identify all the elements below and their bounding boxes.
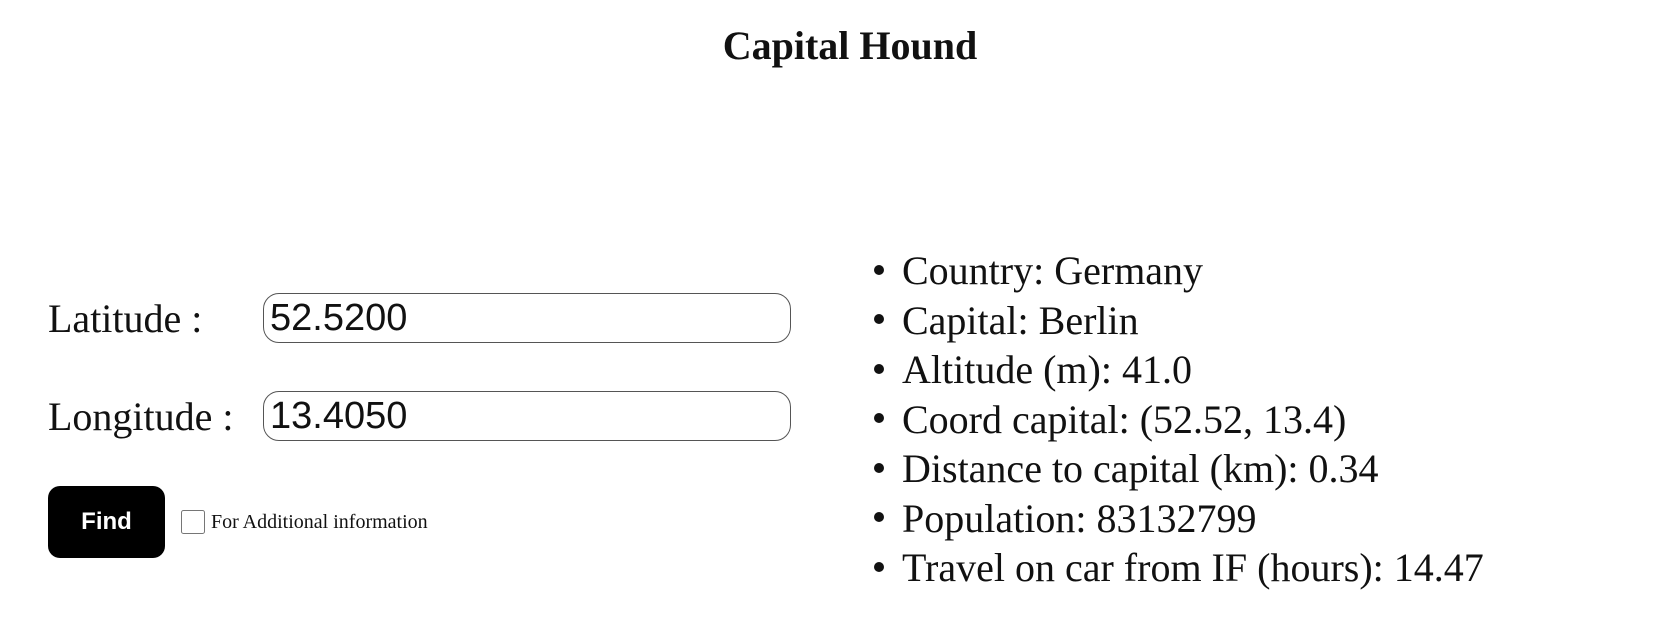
longitude-input[interactable] [263,391,791,441]
result-item-distance [874,444,1484,494]
longitude-row [48,388,808,444]
bullet-icon [874,265,884,275]
form-actions [48,486,808,558]
additional-info-checkbox[interactable] [181,510,205,534]
result-text: Capital: Berlin [902,297,1139,343]
result-text: Population: 83132799 [902,495,1257,541]
additional-info-label[interactable]: For Additional information [211,510,428,533]
result-text: Distance to capital (km): 0.34 [902,446,1379,491]
bullet-icon [874,413,884,423]
bullet-icon [874,314,884,324]
result-text: Coord capital: (52.52, 13.4) [902,396,1347,442]
latitude-row [48,290,808,346]
bullet-icon [874,562,884,572]
page-title: Capital Hound [722,23,978,68]
result-item-coord-capital [874,395,1484,445]
latitude-label: Latitude : [48,295,203,341]
longitude-label: Longitude : [48,393,234,439]
result-item-altitude [874,345,1484,395]
bullet-icon [874,512,884,522]
bullet-icon [874,463,884,473]
bullet-icon [874,364,884,374]
result-item-population [874,494,1484,544]
result-text: Travel on car from IF (hours): 14.47 [902,545,1484,590]
latitude-input[interactable] [263,293,791,343]
result-item-travel [874,543,1484,593]
results-list [874,246,1484,593]
result-item-capital [874,296,1484,346]
result-text: Country: Germany [902,248,1204,293]
find-button[interactable]: Find [48,486,165,558]
coordinate-form [48,290,808,558]
result-text: Altitude (m): 41.0 [902,347,1192,392]
additional-info-option [181,510,428,534]
result-item-country [874,246,1484,296]
